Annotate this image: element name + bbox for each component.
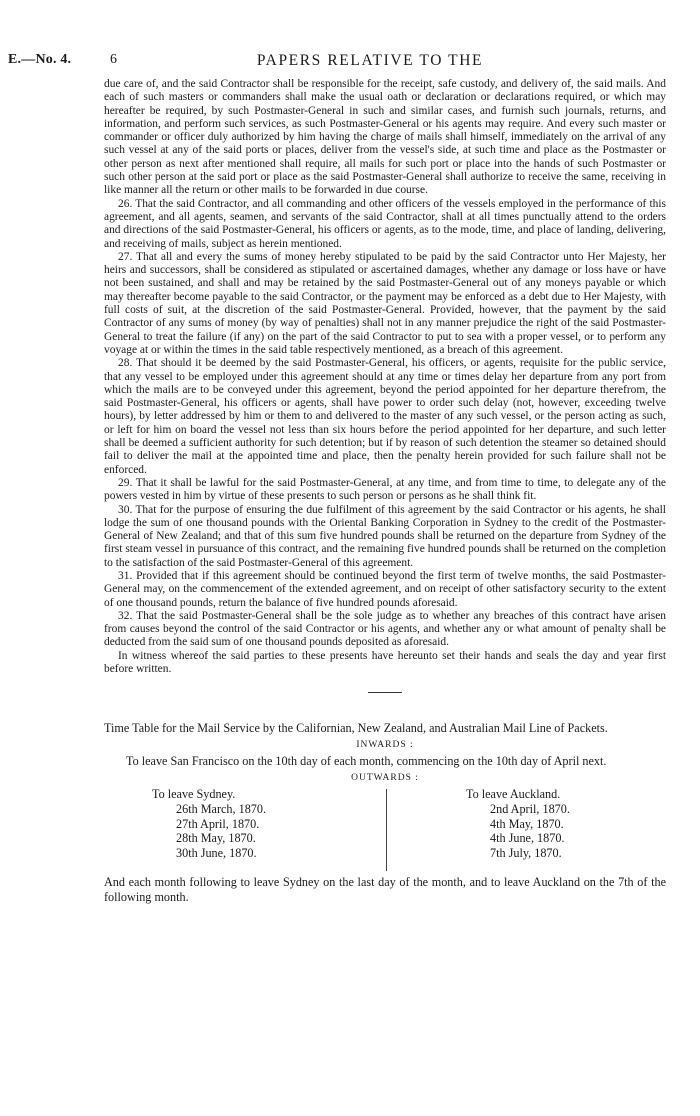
page-body: [104, 78, 666, 905]
sydney-column: [152, 787, 266, 860]
clause-26: 26. That the said Contractor, and all commanding and other officers of the vessels employed in the performance of this agreement, and all agents, seamen, and servants of the said Contractor, shall at all times punctually attend to the orders and directions of the said Postmaster-General, his officers or agents, as to the mode, time, and place of landing, delivering, and receiving of mails, subject as herein mentioned.: [104, 197, 666, 250]
paragraph-continuation: due care of, and the said Contractor shall be responsible for the receipt, safe custody, and delivery of, the said mails. And each of such masters or commanders shall make the usual oath or declaration or declarations required, or which may hereafter be required, by such Postmaster-General in such and similar cases, and furnish such journals, returns, and information, and perform such services, as such Postmaster-General or his agents may require. And every such master or commander or officer duly authorized by him having the charge of mails shall himself, immediately on the arrival of any such vessel at any of the said ports or places, deliver from the vessel's side, at such time and place as the Postmaster or other person as next after mentioned shall require, all mails for such port or place into the hands of such Postmaster or such other person at the said port or place as the said Postmaster-General shall authorize to receive the same, receiving in like manner all the return or other mails to be forwarded in due course.: [104, 78, 666, 197]
running-title: PAPERS RELATIVE TO THE: [256, 52, 484, 69]
clause-31: 31. Provided that if this agreement should be continued beyond the first term of twelve months, the said Postmaster-General may, on the commencement of the extended agreement, and on receipt of other satisfactory security to the extent of one thousand pounds, return the balance of five hundred pounds aforesaid.: [104, 569, 666, 609]
clause-27: 27. That all and every the sums of money hereby stipulated to be paid by the said Contractor unto Her Majesty, her heirs and successors, shall be considered as stipulated or ascertained damages, whether any damage or loss have or have not been sustained, and shall and may be retained by the said Postmaster-General out of any moneys payable or which may thereafter become payable to the said Contractor, or the payment may be enforced as a debt due to Her Majesty, with full costs of suit, at the discretion of the said Postmaster-General. Provided, however, that the payment by the said Contractor of any sums of money (by way of penalties) shall not in any manner prejudice the right of the said Postmaster-General to treat the failure (if any) on the part of the said Contractor to put to sea with a proper vessel, or to perform any voyage at or within the times in the said table respectively mentioned, as a breach of this agreement.: [104, 250, 666, 356]
auckland-date: 2nd April, 1870.: [490, 801, 570, 816]
timetable-footer: And each month following to leave Sydney on the last day of the month, and to leave Auckland on the 7th of the following month.: [104, 875, 666, 905]
auckland-heading: To leave Auckland.: [466, 787, 561, 802]
witness-clause: In witness whereof the said parties to these presents have hereunto set their hands and seals the day and year first before written.: [104, 649, 666, 676]
sydney-date: 27th April, 1870.: [176, 816, 260, 831]
inwards-heading: INWARDS :: [356, 740, 414, 751]
auckland-date: 4th May, 1870.: [490, 816, 564, 831]
sydney-date: 28th May, 1870.: [176, 831, 256, 846]
clause-30: 30. That for the purpose of ensuring the due fulfilment of this agreement by the said Contractor or his agents, he shall lodge the sum of one thousand pounds with the Oriental Banking Corporation in Sydney to the credit of the Postmaster-General of New Zealand; and that of this sum five hundred pounds shall be returned on the departure from Sydney of the first steam vessel in pursuance of this contract, and the remaining five hundred pounds shall be returned on the completion to the satisfaction of the said Postmaster-General of this agreement.: [104, 503, 666, 569]
page-number: 6: [110, 52, 117, 67]
sydney-date: 26th March, 1870.: [176, 801, 267, 816]
column-divider: [386, 789, 387, 871]
section-divider: [368, 692, 402, 693]
timetable-title: Time Table for the Mail Service by the Californian, New Zealand, and Australian Mail Line of Packets.: [104, 721, 608, 736]
document-reference: E.—No. 4.: [8, 52, 72, 67]
sydney-date: 30th June, 1870.: [176, 845, 257, 860]
inwards-schedule: To leave San Francisco on the 10th day of each month, commencing on the 10th day of April next.: [126, 754, 607, 769]
outwards-schedule: [104, 787, 666, 875]
auckland-date: 4th June, 1870.: [490, 831, 565, 846]
auckland-column: [466, 787, 570, 860]
outwards-heading: OUTWARDS :: [351, 773, 419, 784]
clause-29: 29. That it shall be lawful for the said Postmaster-General, at any time, and from time to time, to delegate any of the powers vested in him by virtue of these presents to such person or persons as he shall think fit.: [104, 476, 666, 503]
sydney-heading: To leave Sydney.: [152, 787, 236, 802]
clause-32: 32. That the said Postmaster-General shall be the sole judge as to whether any breaches of this contract have arisen from causes beyond the control of the said Contractor or his agents, and whether any or what amount of penalty shall be deducted from the said sum of one thousand pounds deposited as aforesaid.: [104, 609, 666, 649]
auckland-date: 7th July, 1870.: [490, 845, 562, 860]
page-header: [0, 52, 700, 72]
clause-28: 28. That should it be deemed by the said Postmaster-General, his officers, or agents, requisite for the public service, that any vessel to be employed under this agreement should at any time or times delay her departure from any port from which the mails are to be conveyed under this agreement, beyond the period appointed for her departure therefrom, the said Postmaster-General, his officers or agents, shall have power to order such delay (not, however, exceeding twelve hours), by letter addressed by him or them to and delivered to the master of any such vessel, or the person acting as such, or left for him on board the vessel not less than six hours before the period appointed for her departure, and such letter shall be deemed a sufficient authority for such detention; but if by reason of such detention the steamer so detained should fail to deliver the mail at the appointed time and place, then the penalty herein provided for such failure shall not be enforced.: [104, 357, 666, 476]
